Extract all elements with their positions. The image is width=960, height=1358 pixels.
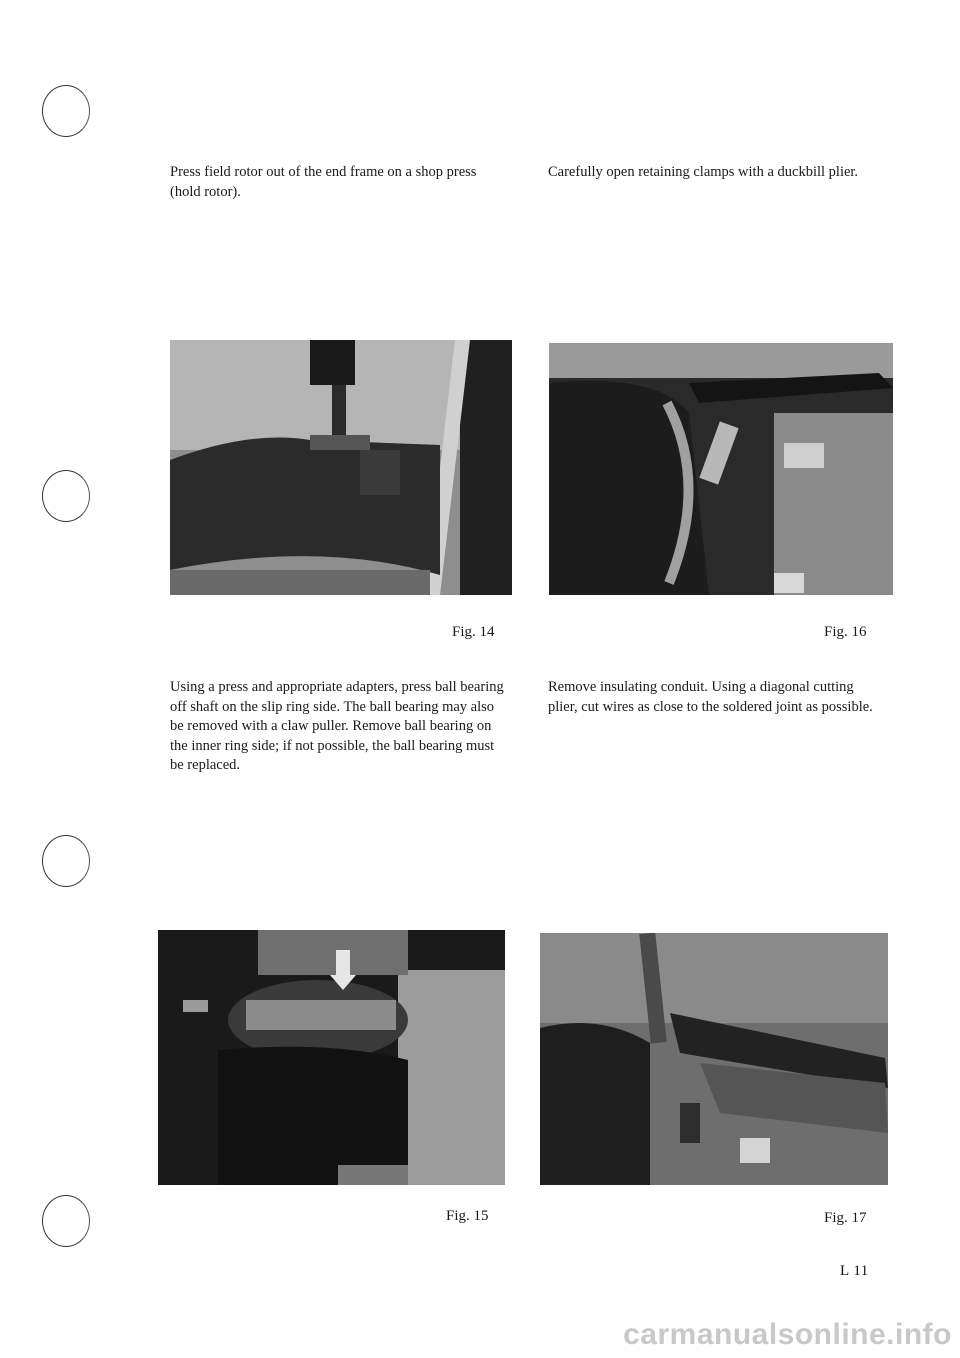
- caption-fig16: Fig. 16: [824, 624, 867, 640]
- watermark: carmanualsonline.info: [623, 1318, 952, 1351]
- instruction-fig15: Using a press and appropriate adapters, press ball bearing off shaft on the slip ring side. The ball bearing may also be removed with a claw puller. Remove ball bearing on the inner ring side; if not possible, the ball bearing must be replaced.: [170, 679, 504, 773]
- page-number: L 11: [840, 1263, 869, 1279]
- photo-fig17: [540, 933, 888, 1185]
- caption-fig15: Fig. 15: [446, 1208, 489, 1224]
- instruction-fig17: Remove insulating conduit. Using a diagonal cutting plier, cut wires as close to the soldered joint as possible.: [548, 679, 873, 715]
- caption-fig17: Fig. 17: [824, 1210, 867, 1226]
- photo-fig15: [158, 930, 505, 1185]
- caption-fig14: Fig. 14: [452, 624, 495, 640]
- punch-hole: [42, 470, 90, 522]
- instruction-fig14: Press field rotor out of the end frame on a shop press (hold rotor).: [170, 164, 477, 200]
- instruction-fig16: Carefully open retaining clamps with a duckbill plier.: [548, 164, 859, 180]
- punch-hole: [42, 85, 90, 137]
- photo-fig16: [549, 343, 893, 595]
- photo-fig14: [170, 340, 512, 595]
- punch-hole: [42, 835, 90, 887]
- punch-hole: [42, 1195, 90, 1247]
